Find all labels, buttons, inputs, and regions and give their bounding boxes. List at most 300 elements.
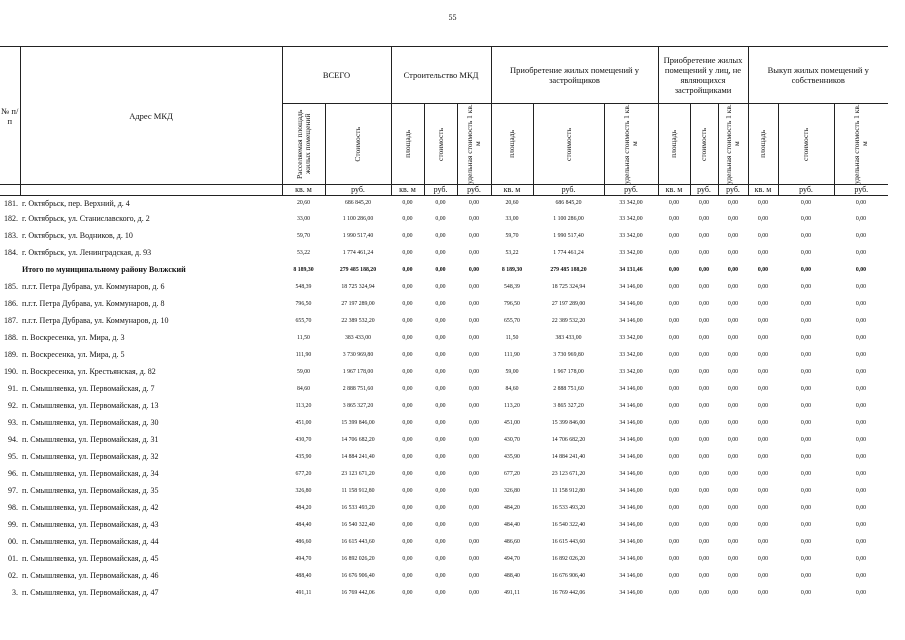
row-address: п. Смышляевка, ул. Первомайская, д. 34 [22, 469, 159, 478]
table-row [0, 431, 888, 448]
header-no: № п/п [0, 47, 20, 185]
row-number: 99. [8, 520, 18, 529]
row-value: 0,00 [757, 300, 769, 307]
row-value: 0,00 [668, 470, 680, 477]
row-value: 16 769 442,06 [341, 589, 375, 596]
subheader-nondev-cost: стоимость [690, 104, 718, 185]
table-row [0, 346, 888, 363]
row-value: 484,40 [504, 521, 520, 528]
row-value: 0,00 [727, 487, 739, 494]
row-value: 14 706 682,20 [341, 436, 375, 443]
row-address: п. Смышляевка, ул. Первомайская, д. 42 [22, 503, 159, 512]
row-value: 0,00 [468, 385, 480, 392]
row-value: 0,00 [668, 402, 680, 409]
row-value: 0,00 [727, 538, 739, 545]
row-value: 0,00 [757, 521, 769, 528]
row-value: 20,60 [296, 200, 311, 206]
row-value: 0,00 [402, 487, 413, 494]
row-value: 0,00 [855, 470, 867, 477]
unit-rub: руб. [604, 185, 658, 196]
subheader-buyout-unit-cost: удельная стоимость 1 кв. м [834, 104, 888, 185]
row-number: 02. [8, 571, 18, 580]
row-value: 0,00 [435, 283, 446, 290]
row-value: 0,00 [855, 249, 867, 256]
row-address: п. Смышляевка, ул. Первомайская, д. 31 [22, 435, 159, 444]
row-value: 0,00 [800, 521, 812, 528]
subtotal-label: Итого по муниципальному району Волжский [22, 265, 186, 274]
row-value: 11 158 912,80 [341, 487, 375, 494]
row-value: 0,00 [855, 200, 867, 206]
row-value: 0,00 [800, 300, 812, 307]
unit-sqm: кв. м [282, 185, 325, 196]
row-value: 686 845,20 [555, 200, 582, 206]
row-value: 0,00 [727, 589, 739, 596]
row-value: 0,00 [757, 200, 769, 206]
row-value: 0,00 [698, 200, 710, 206]
row-value: 0,00 [435, 504, 446, 511]
row-value: 0,00 [698, 283, 710, 290]
table-row [0, 499, 888, 516]
row-value: 0,00 [402, 266, 413, 273]
row-address: п. Смышляевка, ул. Первомайская, д. 35 [22, 486, 159, 495]
row-value: 0,00 [402, 215, 413, 222]
row-value: 0,00 [468, 453, 480, 460]
row-value: 430,70 [504, 436, 520, 443]
row-value: 0,00 [727, 368, 739, 375]
row-value: 0,00 [402, 385, 413, 392]
row-value: 0,00 [435, 470, 446, 477]
row-value: 33 342,00 [619, 232, 643, 239]
row-value: 0,00 [757, 538, 769, 545]
row-value: 491,11 [504, 589, 520, 596]
table-row [0, 329, 888, 346]
row-value: 33,00 [296, 215, 311, 222]
row-value: 0,00 [435, 436, 446, 443]
row-value: 0,00 [402, 334, 413, 341]
table-row [0, 550, 888, 567]
row-value: 0,00 [855, 521, 867, 528]
row-value: 0,00 [698, 249, 710, 256]
row-value: 0,00 [727, 300, 739, 307]
row-value: 0,00 [757, 555, 769, 562]
row-address: п.г.т. Петра Дубрава, ул. Коммунаров, д. 6 [22, 282, 165, 291]
row-value: 34 146,00 [619, 572, 643, 579]
row-address: п.г.т. Петра Дубрава, ул. Коммунаров, д. 10 [22, 316, 169, 325]
row-value: 113,20 [504, 402, 520, 409]
row-value: 33 342,00 [619, 351, 643, 358]
row-value: 0,00 [468, 368, 480, 375]
row-value: 0,00 [855, 368, 867, 375]
row-value: 0,00 [800, 266, 812, 273]
row-value: 22 389 532,20 [341, 317, 375, 324]
row-address: п. Смышляевка, ул. Первомайская, д. 7 [22, 384, 155, 393]
row-value: 0,00 [402, 589, 413, 596]
row-number: 184. [4, 248, 18, 257]
row-value: 0,00 [698, 402, 710, 409]
row-value: 0,00 [698, 521, 710, 528]
row-value: 0,00 [668, 368, 680, 375]
row-value: 0,00 [435, 521, 446, 528]
row-value: 0,00 [668, 521, 680, 528]
row-number: 189. [4, 350, 18, 359]
row-address: п. Смышляевка, ул. Первомайская, д. 47 [22, 588, 159, 597]
row-value: 0,00 [698, 572, 710, 579]
row-value: 2 888 751,60 [553, 385, 584, 392]
row-value: 0,00 [800, 555, 812, 562]
row-value: 796,50 [295, 300, 312, 307]
row-number: 183. [4, 231, 18, 240]
row-value: 84,60 [296, 385, 311, 392]
row-value: 0,00 [435, 351, 446, 358]
row-value: 15 399 846,00 [551, 419, 586, 426]
row-address: п. Смышляевка, ул. Первомайская, д. 43 [22, 520, 159, 529]
table-row [0, 448, 888, 465]
row-value: 0,00 [800, 419, 812, 426]
row-value: 0,00 [668, 334, 680, 341]
subheader-buyout-area: площадь [748, 104, 778, 185]
subheader-dev-cost: стоимость [533, 104, 604, 185]
row-value: 0,00 [468, 232, 480, 239]
row-value: 0,00 [727, 521, 739, 528]
row-value: 0,00 [698, 300, 710, 307]
header-acq-nondevelopers: Приобретение жилых помещений у лиц, не являющихся застройщиками [658, 47, 748, 104]
row-value: 59,70 [505, 232, 519, 239]
row-value: 22 389 532,20 [551, 317, 586, 324]
row-value: 451,00 [295, 419, 312, 426]
unit-rub: руб. [834, 185, 888, 196]
row-value: 0,00 [757, 215, 769, 222]
row-value: 0,00 [402, 300, 413, 307]
unit-rub: руб. [690, 185, 718, 196]
row-value: 0,00 [468, 283, 480, 290]
row-value: 0,00 [435, 453, 446, 460]
row-value: 8 189,30 [501, 266, 523, 273]
row-value: 0,00 [800, 385, 812, 392]
row-value: 430,70 [295, 436, 312, 443]
row-value: 0,00 [668, 215, 680, 222]
row-value: 0,00 [402, 555, 413, 562]
row-address: п. Смышляевка, ул. Первомайская, д. 44 [22, 537, 159, 546]
row-value: 0,00 [855, 538, 867, 545]
subheader-construction-cost: стоимость [424, 104, 457, 185]
row-value: 0,00 [468, 402, 480, 409]
row-value: 0,00 [855, 436, 867, 443]
resettlement-table [0, 46, 888, 601]
row-value: 27 197 289,00 [551, 300, 586, 307]
row-value: 2 888 751,60 [342, 385, 374, 392]
row-value: 0,00 [435, 487, 446, 494]
row-value: 0,00 [468, 419, 480, 426]
row-value: 0,00 [698, 385, 710, 392]
page-number: 55 [448, 13, 457, 22]
row-value: 0,00 [727, 385, 739, 392]
row-value: 491,11 [295, 589, 312, 596]
row-value: 494,70 [504, 555, 520, 562]
row-address: г. Октябрьск, ул. Станиславского, д. 2 [22, 214, 150, 223]
row-value: 0,00 [468, 317, 480, 324]
row-value: 0,00 [468, 351, 480, 358]
row-value: 34 146,00 [619, 470, 643, 477]
row-value: 34 146,00 [619, 317, 643, 324]
table-row [0, 482, 888, 499]
row-value: 0,00 [757, 572, 769, 579]
row-value: 0,00 [757, 351, 769, 358]
row-value: 677,20 [504, 470, 520, 477]
row-value: 0,00 [727, 249, 739, 256]
unit-sqm: кв. м [658, 185, 690, 196]
row-value: 0,00 [757, 470, 769, 477]
row-value: 0,00 [727, 351, 739, 358]
row-number: 95. [8, 452, 18, 461]
row-value: 27 197 289,00 [341, 300, 375, 307]
row-value: 0,00 [468, 504, 480, 511]
header-acq-developers: Приобретение жилых помещений у застройщиков [491, 47, 658, 104]
row-value: 486,60 [295, 538, 312, 545]
table-row [0, 397, 888, 414]
row-value: 0,00 [468, 589, 480, 596]
row-value: 0,00 [855, 504, 867, 511]
row-value: 0,00 [800, 351, 812, 358]
row-value: 111,90 [504, 351, 520, 358]
row-value: 0,00 [402, 504, 413, 511]
row-value: 0,00 [668, 232, 680, 239]
row-value: 59,00 [505, 368, 519, 375]
table-row [0, 244, 888, 261]
row-value: 0,00 [402, 470, 413, 477]
unit-sqm: кв. м [748, 185, 778, 196]
table-row [0, 414, 888, 431]
row-value: 16 533 493,20 [551, 504, 586, 511]
row-number: 3. [12, 588, 18, 597]
row-value: 548,39 [295, 283, 312, 290]
row-address: п. Смышляевка, ул. Первомайская, д. 45 [22, 554, 159, 563]
subheader-dev-unit-cost: удельная стоимость 1 кв. м [604, 104, 658, 185]
row-value: 0,00 [468, 538, 480, 545]
row-value: 0,00 [402, 402, 413, 409]
unit-rub: руб. [424, 185, 457, 196]
row-address: п. Смышляевка, ул. Первомайская, д. 46 [22, 571, 159, 580]
row-value: 677,20 [295, 470, 312, 477]
row-value: 0,00 [757, 453, 769, 460]
row-value: 0,00 [402, 351, 413, 358]
row-value: 0,00 [757, 385, 769, 392]
table-row [0, 380, 888, 397]
unit-sqm: кв. м [491, 185, 533, 196]
row-value: 0,00 [435, 300, 446, 307]
unit-sqm: кв. м [391, 185, 424, 196]
row-value: 796,50 [504, 300, 520, 307]
row-value: 0,00 [668, 266, 680, 273]
row-value: 8 189,30 [293, 266, 314, 273]
row-address: п. Смышляевка, ул. Первомайская, д. 30 [22, 418, 159, 427]
row-value: 0,00 [727, 215, 739, 222]
row-value: 0,00 [698, 555, 710, 562]
row-value: 0,00 [855, 334, 867, 341]
row-value: 0,00 [855, 555, 867, 562]
row-value: 0,00 [727, 572, 739, 579]
row-value: 23 123 671,20 [341, 470, 375, 477]
row-value: 0,00 [727, 436, 739, 443]
row-value: 0,00 [727, 402, 739, 409]
row-value: 0,00 [468, 521, 480, 528]
row-address: п. Смышляевка, ул. Первомайская, д. 13 [22, 401, 159, 410]
row-value: 0,00 [435, 419, 446, 426]
row-value: 0,00 [668, 453, 680, 460]
unit-blank-address [20, 185, 282, 196]
row-value: 1 990 517,40 [342, 232, 374, 239]
row-value: 0,00 [698, 504, 710, 511]
row-value: 14 706 682,20 [551, 436, 586, 443]
row-number: 92. [8, 401, 18, 410]
row-number: 187. [4, 316, 18, 325]
row-value: 16 540 322,40 [551, 521, 586, 528]
row-value: 14 884 241,40 [341, 453, 375, 460]
row-value: 0,00 [668, 572, 680, 579]
row-value: 0,00 [435, 368, 446, 375]
row-value: 1 774 461,24 [342, 249, 374, 256]
row-value: 0,00 [435, 249, 446, 256]
row-value: 16 676 906,40 [341, 572, 375, 579]
row-value: 0,00 [468, 487, 480, 494]
row-value: 548,39 [504, 283, 520, 290]
row-value: 0,00 [435, 232, 446, 239]
row-value: 0,00 [800, 402, 812, 409]
row-value: 0,00 [800, 453, 812, 460]
row-value: 0,00 [435, 266, 446, 273]
row-value: 0,00 [668, 300, 680, 307]
row-value: 0,00 [800, 334, 812, 341]
row-address: г. Октябрьск, ул. Водников, д. 10 [22, 231, 133, 240]
row-value: 0,00 [855, 589, 867, 596]
row-value: 0,00 [468, 266, 480, 273]
row-value: 0,00 [757, 266, 769, 273]
row-value: 16 615 443,60 [551, 538, 586, 545]
row-value: 3 730 969,80 [553, 351, 584, 358]
row-value: 0,00 [435, 402, 446, 409]
row-value: 84,60 [505, 385, 519, 392]
row-value: 383 433,00 [344, 334, 372, 341]
row-value: 0,00 [757, 402, 769, 409]
row-value: 0,00 [402, 249, 413, 256]
row-value: 0,00 [668, 200, 680, 206]
table-row [0, 567, 888, 584]
row-value: 0,00 [698, 470, 710, 477]
row-value: 0,00 [668, 351, 680, 358]
row-value: 0,00 [468, 249, 480, 256]
row-address: п.г.т. Петра Дубрава, ул. Коммунаров, д. 8 [22, 299, 165, 308]
row-value: 33 342,00 [619, 215, 643, 222]
row-value: 0,00 [800, 232, 812, 239]
row-value: 0,00 [402, 538, 413, 545]
table-row [0, 227, 888, 244]
row-value: 0,00 [435, 317, 446, 324]
row-value: 0,00 [757, 232, 769, 239]
table-row [0, 363, 888, 380]
row-value: 0,00 [855, 572, 867, 579]
row-value: 16 540 322,40 [341, 521, 375, 528]
row-number: 91. [8, 384, 18, 393]
row-value: 33 342,00 [619, 249, 643, 256]
row-value: 0,00 [402, 317, 413, 324]
row-number: 98. [8, 503, 18, 512]
table-row [0, 584, 888, 601]
row-value: 326,80 [295, 487, 312, 494]
row-value: 0,00 [727, 232, 739, 239]
row-value: 488,40 [504, 572, 520, 579]
subheader-construction-area: площадь [391, 104, 424, 185]
row-value: 0,00 [668, 538, 680, 545]
row-value: 0,00 [727, 470, 739, 477]
row-value: 0,00 [468, 200, 480, 206]
row-value: 18 725 324,94 [551, 283, 586, 290]
row-value: 435,90 [504, 453, 520, 460]
row-number [0, 261, 20, 278]
row-value: 484,20 [295, 504, 312, 511]
row-value: 16 533 493,20 [341, 504, 375, 511]
row-value: 0,00 [468, 436, 480, 443]
row-number: 93. [8, 418, 18, 427]
row-value: 34 146,00 [619, 538, 643, 545]
table-row [0, 295, 888, 312]
row-number: 181. [4, 198, 18, 208]
row-address: п. Воскресенка, ул. Мира, д. 3 [22, 333, 125, 342]
row-value: 0,00 [698, 453, 710, 460]
row-value: 0,00 [468, 470, 480, 477]
row-value: 34 131,46 [619, 266, 643, 273]
row-value: 16 615 443,60 [341, 538, 375, 545]
row-value: 0,00 [468, 555, 480, 562]
row-value: 0,00 [698, 368, 710, 375]
row-value: 1 967 178,00 [342, 368, 374, 375]
row-value: 0,00 [698, 419, 710, 426]
row-value: 326,80 [504, 487, 520, 494]
row-value: 0,00 [668, 589, 680, 596]
row-value: 59,70 [296, 232, 311, 239]
row-value: 0,00 [757, 317, 769, 324]
row-value: 0,00 [800, 538, 812, 545]
row-address: п. Воскресенка, ул. Мира, д. 5 [22, 350, 125, 359]
row-value: 484,20 [504, 504, 520, 511]
row-value: 0,00 [855, 300, 867, 307]
row-value: 0,00 [800, 283, 812, 290]
row-value: 486,60 [504, 538, 520, 545]
unit-rub: руб. [533, 185, 604, 196]
row-number: 94. [8, 435, 18, 444]
row-number: 190. [4, 367, 18, 376]
row-value: 0,00 [727, 266, 739, 273]
row-value: 53,22 [296, 249, 311, 256]
row-value: 0,00 [402, 283, 413, 290]
row-value: 0,00 [855, 283, 867, 290]
subheader-construction-unit-cost: удельная стоимость 1 кв. м [457, 104, 491, 185]
row-value: 11 158 912,80 [551, 487, 586, 494]
row-value: 14 884 241,40 [551, 453, 586, 460]
row-number: 186. [4, 299, 18, 308]
row-address: г. Октябрьск, ул. Ленинградская, д. 93 [22, 248, 152, 257]
row-value: 488,40 [295, 572, 312, 579]
row-value: 11,50 [297, 334, 310, 341]
row-value: 0,00 [698, 487, 710, 494]
row-value: 0,00 [800, 317, 812, 324]
row-value: 16 769 442,06 [551, 589, 586, 596]
header-address: Адрес МКД [20, 47, 282, 185]
subheader-resettled-area: Расселяемая площадь жилых помещений [282, 104, 325, 185]
row-value: 279 485 188,20 [550, 266, 587, 273]
row-value: 0,00 [698, 436, 710, 443]
row-value: 34 146,00 [619, 521, 643, 528]
row-value: 0,00 [435, 334, 446, 341]
table-row [0, 210, 888, 227]
